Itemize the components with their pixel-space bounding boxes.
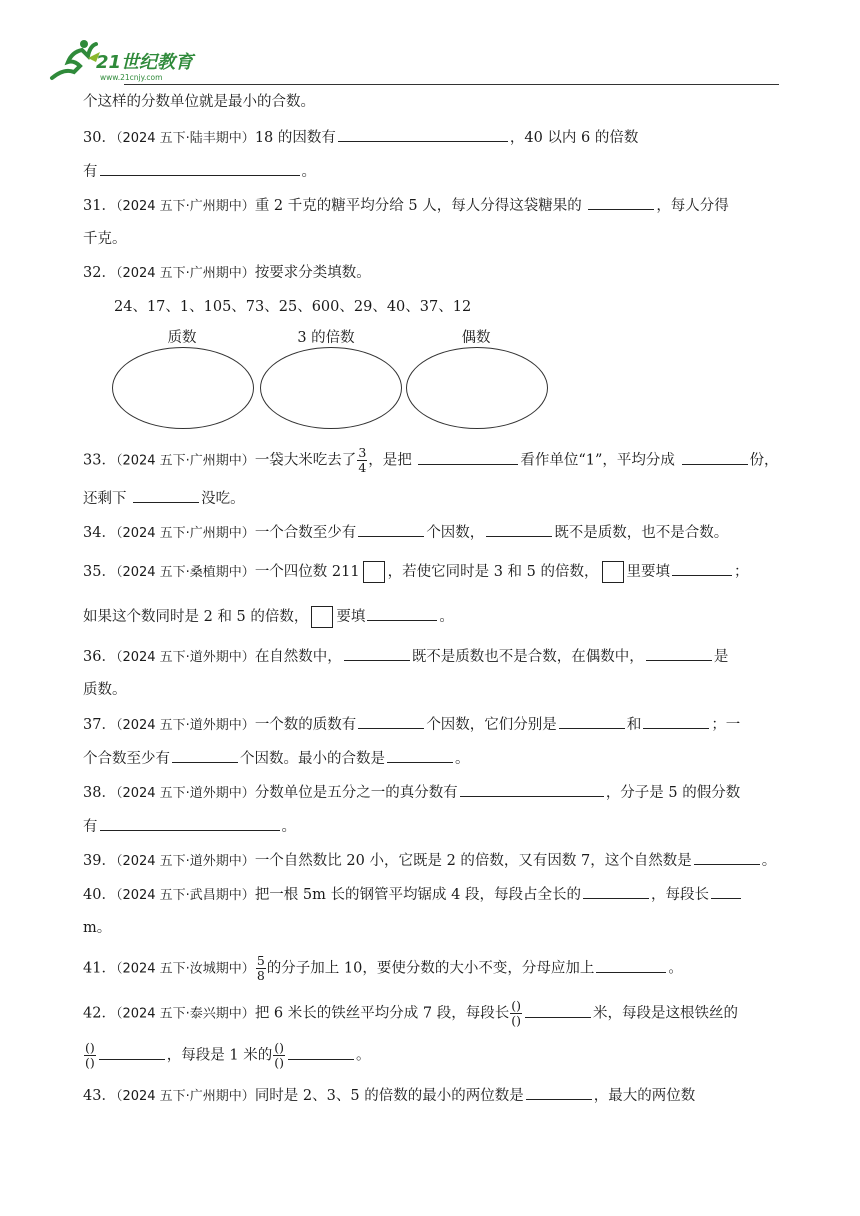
answer-blank[interactable] [338, 126, 508, 142]
answer-blank[interactable] [172, 747, 238, 763]
question-36: 36．（2024 五下·道外期中）在自然数中， 既不是质数也不是合数，在偶数中， 是 [83, 645, 783, 669]
fraction-blank[interactable]: $\frac{()}{()}$ [274, 1040, 284, 1070]
question-30-cont: 有 。 [83, 160, 783, 183]
answer-blank[interactable] [344, 645, 410, 661]
answer-blank[interactable] [100, 160, 300, 176]
question-43: 43．（2024 五下·广州期中）同时是 2、3、5 的倍数的最小的两位数是 ，最大的两位数 [83, 1084, 783, 1108]
answer-blank[interactable] [711, 883, 741, 899]
answer-blank[interactable] [387, 747, 453, 763]
fraction: $\frac{5}{8}$ [256, 953, 265, 983]
answer-blank[interactable] [99, 1044, 165, 1060]
answer-blank[interactable] [694, 849, 760, 865]
question-42: 42．（2024 五下·泰兴期中）把 6 米长的铁丝平均分成 7 段，每段长 $\frac{()}{()}$ 米，每段是这根铁丝的 [83, 998, 738, 1028]
question-35: 35．（2024 五下·桑植期中）一个四位数 211 ，若使它同时是 3 和 5 的倍数， 里要填 ； [83, 560, 783, 584]
question-34: 34．（2024 五下·广州期中）一个合数至少有 个因数， 既不是质数，也不是合数。 [83, 521, 783, 545]
label-prime: 质数 [167, 330, 197, 346]
question-42-cont: $\frac{()}{()}$ ，每段是 1 米的 $\frac{()}{()}$ 。 [85, 1040, 371, 1070]
question-41: 41．（2024 五下·汝城期中） $\frac{5}{8}$ 的分子加上 10，要使分数的大小不变，分母应加上 。 [83, 953, 683, 983]
question-33-cont: 还剩下 没吃。 [83, 487, 783, 510]
answer-blank[interactable] [358, 521, 424, 537]
question-40-cont: m。 [83, 920, 112, 936]
header-rule [124, 84, 779, 85]
ellipse-prime[interactable] [112, 347, 254, 429]
fraction-blank[interactable]: $\frac{()}{()}$ [85, 1040, 95, 1070]
logo-text: 21世纪教育 [96, 52, 194, 73]
answer-blank[interactable] [672, 560, 732, 576]
answer-blank[interactable] [486, 521, 552, 537]
number-list: 24、17、1、105、73、25、600、29、40、37、12 [114, 299, 472, 315]
continuation-line: 个这样的分数单位就是最小的合数。 [83, 94, 315, 110]
question-40: 40．（2024 五下·武昌期中）把一根 5m 长的钢管平均锯成 4 段，每段占全长的 ，每段长 [83, 883, 783, 907]
question-36-cont: 质数。 [83, 682, 127, 698]
logo-url: www.21cnjy.com [100, 73, 163, 82]
question-31-cont: 千克。 [83, 231, 127, 247]
answer-blank[interactable] [525, 1002, 591, 1018]
page-header [44, 34, 779, 88]
fraction: $\frac{3}{4}$ [358, 445, 367, 475]
answer-blank[interactable] [588, 194, 654, 210]
question-39: 39．（2024 五下·道外期中）一个自然数比 20 小，它既是 2 的倍数，又有因数 7，这个自然数是 。 [83, 849, 783, 873]
question-37-cont: 个合数至少有 个因数。最小的合数是 。 [83, 747, 783, 770]
answer-blank[interactable] [460, 781, 604, 797]
answer-blank[interactable] [418, 449, 518, 465]
answer-blank[interactable] [646, 645, 712, 661]
answer-blank[interactable] [583, 883, 649, 899]
question-37: 37．（2024 五下·道外期中）一个数的质数有 个因数，它们分别是 和 ；一 [83, 713, 783, 737]
answer-blank[interactable] [526, 1084, 592, 1100]
answer-blank[interactable] [559, 713, 625, 729]
answer-blank[interactable] [358, 713, 424, 729]
label-multiple-of-3: 3 的倍数 [297, 330, 355, 346]
question-35-cont: 如果这个数同时是 2 和 5 的倍数， 要填 。 [83, 605, 783, 628]
answer-blank[interactable] [367, 605, 437, 621]
question-38: 38．（2024 五下·道外期中）分数单位是五分之一的真分数有 ，分子是 5 的假分数 [83, 781, 783, 805]
question-38-cont: 有 。 [83, 815, 783, 838]
label-even: 偶数 [461, 330, 491, 346]
question-32: 32．（2024 五下·广州期中）按要求分类填数。 [83, 265, 371, 281]
question-30: 30．（2024 五下·陆丰期中）18 的因数有 ，40 以内 6 的倍数 [83, 126, 783, 150]
answer-blank[interactable] [133, 487, 199, 503]
question-31: 31．（2024 五下·广州期中）重 2 千克的糖平均分给 5 人，每人分得这袋糖果的 ，每人分得 [83, 194, 783, 218]
answer-blank[interactable] [288, 1044, 354, 1060]
ellipse-multiple-of-3[interactable] [260, 347, 402, 429]
answer-blank[interactable] [682, 449, 748, 465]
answer-blank[interactable] [100, 815, 280, 831]
digit-box[interactable] [363, 561, 385, 583]
question-33: 33．（2024 五下·广州期中）一袋大米吃去了 $\frac{3}{4}$ ，是把 看作单位“1”，平均分成 份， [83, 445, 779, 475]
answer-blank[interactable] [596, 957, 666, 973]
digit-box[interactable] [602, 561, 624, 583]
digit-box[interactable] [311, 606, 333, 628]
site-logo [44, 38, 214, 82]
fraction-blank[interactable]: $\frac{()}{()}$ [511, 998, 521, 1028]
answer-blank[interactable] [643, 713, 709, 729]
ellipse-even[interactable] [406, 347, 548, 429]
